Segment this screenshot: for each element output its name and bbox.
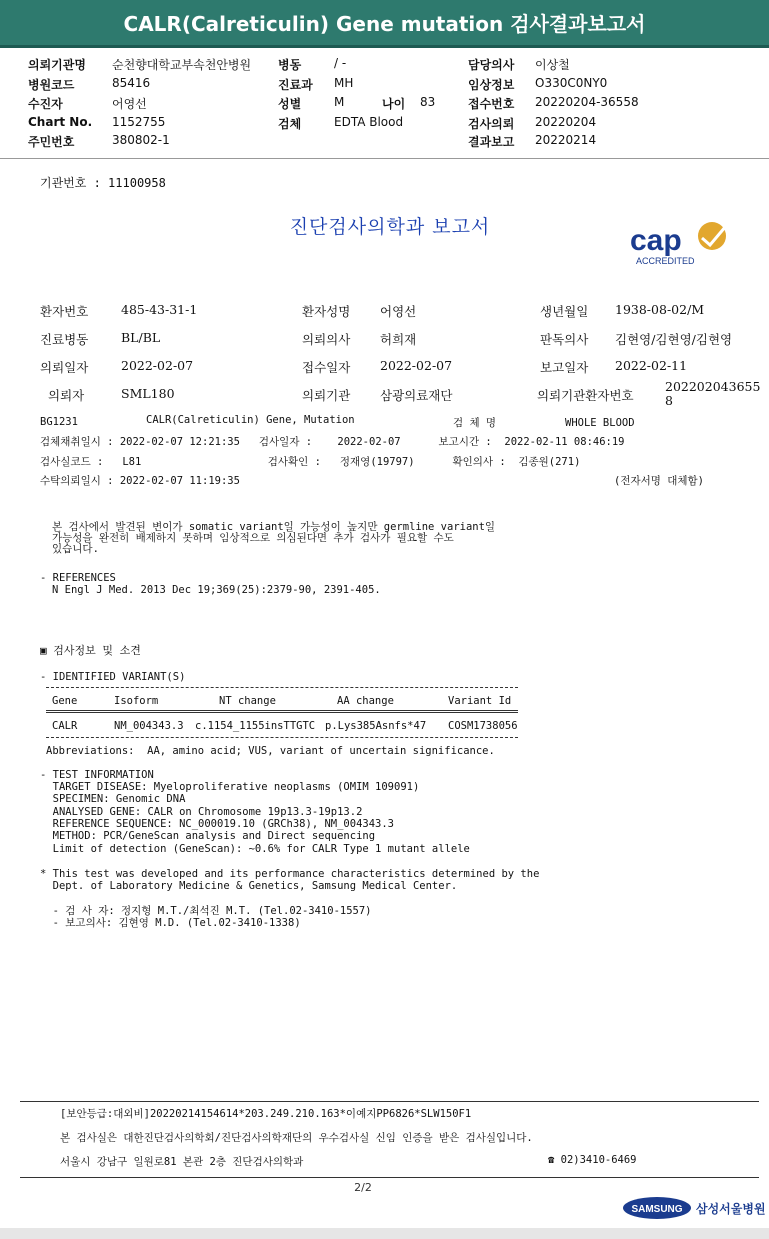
cap-accredited-logo	[630, 220, 730, 270]
cap-seal-icon	[698, 222, 726, 250]
variant-cell-aa-change: p.Lys385Asnfs*47	[325, 720, 427, 732]
page-number: 2/2	[354, 1181, 372, 1194]
header-label-chart-no: Chart No.	[28, 115, 93, 129]
specimen-name: WHOLE BLOOD	[565, 417, 635, 429]
header-label-requesting-institution: 의뢰기관명	[28, 58, 86, 72]
value-requester: SML180	[121, 386, 175, 401]
header-value-ward: / -	[334, 56, 347, 70]
report-title-bar	[0, 0, 769, 48]
variant-col-isoform: Isoform	[114, 695, 159, 707]
label-requesting-doctor: 의뢰의사	[302, 332, 351, 347]
note-line-1: * This test was developed and its performance characteristics determined by the	[40, 868, 540, 880]
value-receipt-date: 2022-02-07	[380, 358, 453, 373]
variant-table-bottom-rule	[46, 737, 518, 738]
samsung-logo-text: SAMSUNG	[631, 1204, 683, 1215]
header-value-department: MH	[334, 76, 354, 90]
phone-line: ☎ 02)3410-6469	[548, 1154, 637, 1166]
value-institution-patient-number-cont: 8	[665, 393, 673, 408]
signer-tester: - 검 사 자: 정지형 M.T./최석진 M.T. (Tel.02-3410-1557)	[40, 905, 372, 917]
test-info-line-2: TARGET DISEASE: Myeloproliferative neoplasms (OMIM 109091)	[40, 781, 420, 793]
note-line-2: Dept. of Laboratory Medicine & Genetics, Samsung Medical Center.	[40, 880, 458, 892]
label-institution-patient-number: 의뢰기관환자번호	[537, 388, 634, 403]
value-requesting-doctor: 허희재	[380, 332, 417, 347]
label-requester: 의뢰자	[48, 388, 85, 403]
label-patient-number: 환자번호	[40, 304, 89, 319]
electronic-signature-note: (전자서명 대체함)	[614, 475, 704, 487]
header-value-clinical-info: O330C0NY0	[535, 76, 608, 90]
bottom-band	[0, 1228, 769, 1239]
variant-col-nt-change: NT change	[219, 695, 276, 707]
test-info-line-1: - TEST INFORMATION	[40, 769, 154, 781]
header-label-patient: 수진자	[28, 97, 63, 111]
security-line: [보안등급:대외비]20220214154614*203.249.210.163*이예지PP6826*SLW150F1	[60, 1108, 472, 1120]
identified-variants-heading: - IDENTIFIED VARIANT(S)	[40, 671, 186, 683]
variant-col-variant-id: Variant Id	[448, 695, 512, 707]
header-value-specimen: EDTA Blood	[334, 115, 404, 129]
variant-cell-variant-id: COSM1738056	[448, 720, 518, 732]
test-info-line-7: Limit of detection (GeneScan): ~0.6% for CALR Type 1 mutant allele	[40, 843, 470, 855]
header-label-resident-no: 주민번호	[28, 135, 75, 149]
label-patient-name: 환자성명	[302, 304, 351, 319]
value-ward: BL/BL	[121, 330, 161, 345]
label-ward: 진료병동	[40, 332, 89, 347]
label-report-date: 보고일자	[540, 360, 589, 375]
specimen-label: 검 체 명	[453, 417, 497, 429]
report-title: CALR(Calreticulin) Gene mutation 검사결과보고서	[123, 12, 646, 36]
header-value-requesting-institution: 순천향대학교부속천안병원	[112, 58, 252, 72]
variant-table-header-rule	[46, 710, 518, 713]
test-code: BG1231	[40, 416, 78, 428]
variant-col-aa-change: AA change	[337, 695, 394, 707]
certification-line: 본 검사실은 대한진단검사의학회/진단검사의학재단의 우수검사실 신임 인증을 받은 검사실입니다.	[60, 1132, 533, 1144]
header-value-hospital-code: 85416	[112, 76, 151, 90]
remark-line-2: 가능성을 완전히 배제하지 못하며 임상적으로 의심된다면 추가 검사가 필요할 수도	[52, 532, 454, 544]
abbreviations: Abbreviations: AA, amino acid; VUS, variant of uncertain significance.	[46, 745, 495, 757]
label-receipt-date: 접수일자	[302, 360, 351, 375]
reference-citation: N Engl J Med. 2013 Dec 19;369(25):2379-90, 2391-405.	[52, 584, 381, 596]
test-info-line-4: ANALYSED GENE: CALR on Chromosome 19p13.3-19p13.2	[40, 806, 363, 818]
remark-line-3: 있습니다.	[52, 543, 99, 555]
institution-number: 기관번호 : 11100958	[40, 176, 166, 190]
value-requesting-institution: 삼광의료재단	[380, 388, 453, 403]
header-value-age: 83	[420, 95, 436, 109]
samsung-logo	[622, 1196, 692, 1220]
header-value-sex: M	[334, 95, 345, 109]
variant-col-gene: Gene	[52, 695, 78, 707]
header-value-attending-doctor: 이상철	[535, 58, 570, 72]
header-label-age: 나이	[382, 97, 406, 111]
value-request-date: 2022-02-07	[121, 358, 194, 373]
lab-code-line: 검사실코드 : L81 검사확인 : 정재영(19797) 확인의사 : 김종원(271)	[40, 456, 581, 468]
lab-report-title: 진단검사의학과 보고서	[289, 216, 491, 238]
variant-cell-isoform: NM_004343.3	[114, 720, 184, 732]
header-label-department: 진료과	[278, 78, 313, 92]
variant-cell-gene: CALR	[52, 720, 78, 732]
cap-text: cap	[630, 224, 682, 257]
test-dates-line: 검체채취일시 : 2022-02-07 12:21:35 검사일자 : 2022-02-07 보고시간 : 2022-02-11 08:46:19	[40, 436, 625, 448]
header-value-accession-no: 20220204-36558	[535, 95, 639, 109]
header-value-patient: 어영선	[112, 97, 147, 111]
value-birth-date: 1938-08-02/M	[615, 302, 705, 317]
header-label-sex: 성별	[278, 97, 302, 111]
header-label-attending-doctor: 담당의사	[468, 58, 515, 72]
signer-reporting-doctor: - 보고의사: 김현영 M.D. (Tel.02-3410-1338)	[40, 917, 301, 929]
variant-cell-nt-change: c.1154_1155insTTGTC	[195, 720, 316, 732]
variant-table-top-rule	[46, 687, 518, 688]
header-value-chart-no: 1152755	[112, 115, 166, 129]
remark-line-1: 본 검사에서 발견된 변이가 somatic variant일 가능성이 높지만 germline variant일	[52, 521, 496, 533]
test-info-line-3: SPECIMEN: Genomic DNA	[40, 793, 186, 805]
label-birth-date: 생년월일	[540, 304, 589, 319]
header-label-result-report: 결과보고	[468, 135, 515, 149]
header-label-specimen: 검체	[278, 117, 302, 131]
value-institution-patient-number: 202202043655	[665, 379, 761, 394]
label-reading-doctor: 판독의사	[540, 332, 589, 347]
label-request-date: 의뢰일자	[40, 360, 89, 375]
header-label-hospital-code: 병원코드	[28, 78, 75, 92]
header-divider	[0, 158, 769, 159]
cap-accredited-text: ACCREDITED	[636, 256, 695, 266]
value-patient-name: 어영선	[380, 304, 417, 319]
header-label-test-request: 검사의뢰	[468, 117, 515, 131]
samsung-hospital-name: 삼성서울병원	[696, 1202, 766, 1216]
header-value-result-report: 20220214	[535, 133, 597, 147]
consignment-date-line: 수탁의뢰일시 : 2022-02-07 11:19:35	[40, 475, 240, 487]
header-label-clinical-info: 임상정보	[468, 78, 515, 92]
address-line: 서울시 강남구 일원로81 본관 2층 진단검사의학과	[60, 1156, 304, 1168]
header-label-accession-no: 접수번호	[468, 97, 515, 111]
value-patient-number: 485-43-31-1	[121, 302, 198, 317]
value-report-date: 2022-02-11	[615, 358, 688, 373]
references-heading: - REFERENCES	[40, 572, 116, 584]
test-info-section-heading: ▣ 검사정보 및 소견	[40, 644, 141, 657]
value-reading-doctor: 김현영/김현영/김현영	[615, 332, 733, 347]
header-value-resident-no: 380802-1	[112, 133, 170, 147]
test-name: CALR(Calreticulin) Gene, Mutation	[146, 414, 355, 426]
test-info-line-5: REFERENCE SEQUENCE: NC_000019.10 (GRCh38), NM_004343.3	[40, 818, 395, 830]
test-info-line-6: METHOD: PCR/GeneScan analysis and Direct sequencing	[40, 830, 376, 842]
header-value-test-request: 20220204	[535, 115, 597, 129]
header-label-ward: 병동	[278, 58, 302, 72]
label-requesting-institution: 의뢰기관	[302, 388, 351, 403]
